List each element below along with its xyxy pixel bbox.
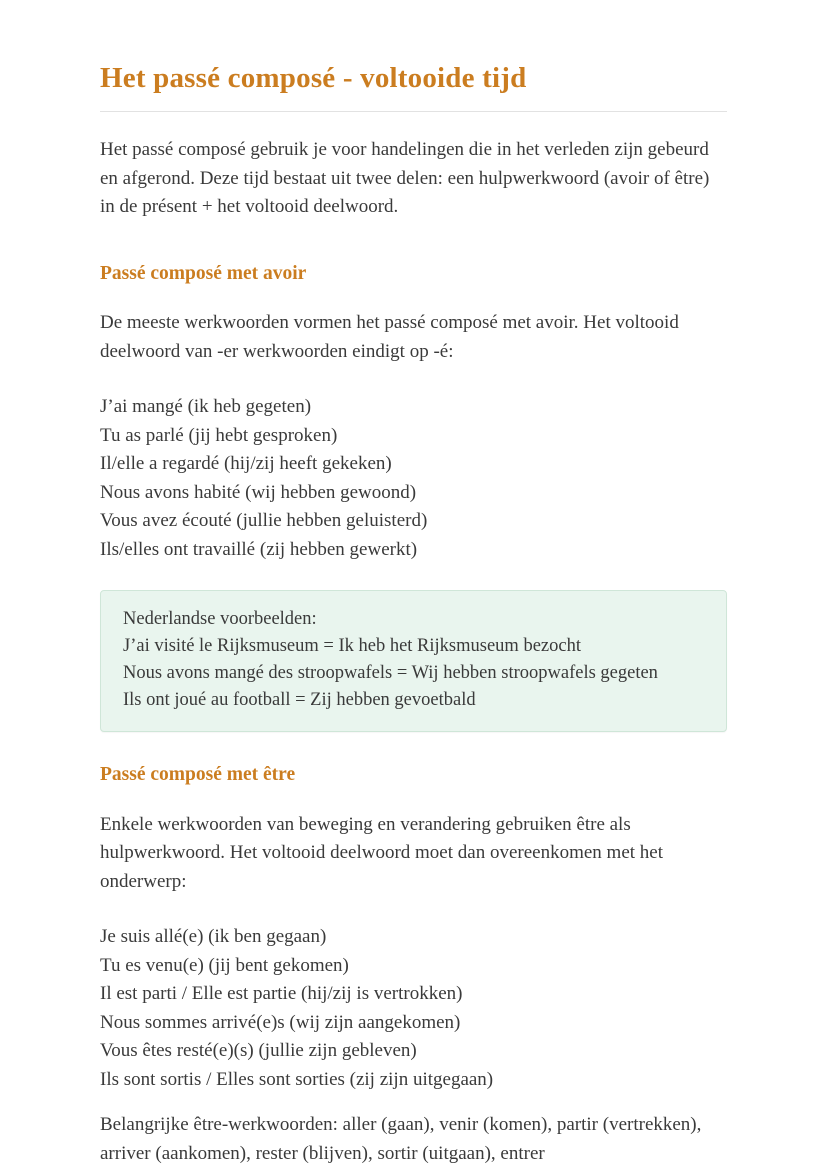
example-line: Ils sont sortis / Elles sont sorties (zij zijn uitgegaan)	[100, 1068, 494, 1090]
example-line: Nous sommes arrivé(e)s (wij zijn aangekomen)	[100, 1011, 461, 1033]
example-line: Il est parti / Elle est partie (hij/zij is vertrokken)	[100, 983, 463, 1005]
example-line: Tu es venu(e) (jij bent gekomen)	[100, 954, 349, 976]
example-line: J’ai mangé (ik heb gegeten)	[100, 396, 312, 418]
example-line: Ils/elles ont travaillé (zij hebben gewerkt)	[100, 538, 418, 560]
example-line: Vous êtes resté(e)(s) (jullie zijn gebleven)	[100, 1040, 417, 1062]
section-avoir-heading: Passé composé met avoir	[100, 262, 307, 284]
callout-line: J’ai visité le Rijksmuseum = Ik heb het Rijksmuseum bezocht	[123, 636, 581, 657]
callout-line: Nederlandse voorbeelden:	[123, 609, 317, 630]
page-title: Het passé composé - voltooide tijd	[100, 62, 727, 112]
callout-line: Nous avons mangé des stroopwafels = Wij hebben stroopwafels gegeten	[123, 663, 658, 684]
section-etre	[100, 763, 727, 1168]
section-avoir-paragraph: De meeste werkwoorden vormen het passé composé met avoir. Het voltooid deelwoord van -er werkwoorden eindigt op -é:	[100, 312, 679, 362]
dutch-examples-callout	[100, 590, 727, 732]
avoir-example-list	[100, 393, 727, 564]
intro-paragraph: Het passé composé gebruik je voor handelingen die in het verleden zijn gebeurd en afgerond. Deze tijd bestaat uit twee delen: een hulpwerkwoord (avoir of être) in de présent + het voltooid deelwoord.	[100, 139, 710, 218]
section-etre-heading: Passé composé met être	[100, 764, 296, 786]
etre-example-list	[100, 923, 727, 1094]
section-etre-paragraph: Enkele werkwoorden van beweging en verandering gebruiken être als hulpwerkwoord. Het voltooid deelwoord moet dan overeenkomen met het onderwerp:	[100, 813, 663, 892]
example-line: Nous avons habité (wij hebben gewoond)	[100, 481, 417, 503]
example-line: Je suis allé(e) (ik ben gegaan)	[100, 926, 327, 948]
callout-line: Ils ont joué au football = Zij hebben gevoetbald	[123, 690, 476, 711]
section-avoir	[100, 262, 727, 732]
example-line: Vous avez écouté (jullie hebben geluisterd)	[100, 510, 428, 532]
document-page	[100, 0, 727, 1168]
example-line: Il/elle a regardé (hij/zij heeft gekeken)	[100, 453, 392, 475]
etre-verbs-paragraph: Belangrijke être-werkwoorden: aller (gaan), venir (komen), partir (vertrekken), arriver (aankomen), rester (blijven), sortir (uitgaan), entrer	[100, 1114, 702, 1164]
example-line: Tu as parlé (jij hebt gesproken)	[100, 424, 338, 446]
